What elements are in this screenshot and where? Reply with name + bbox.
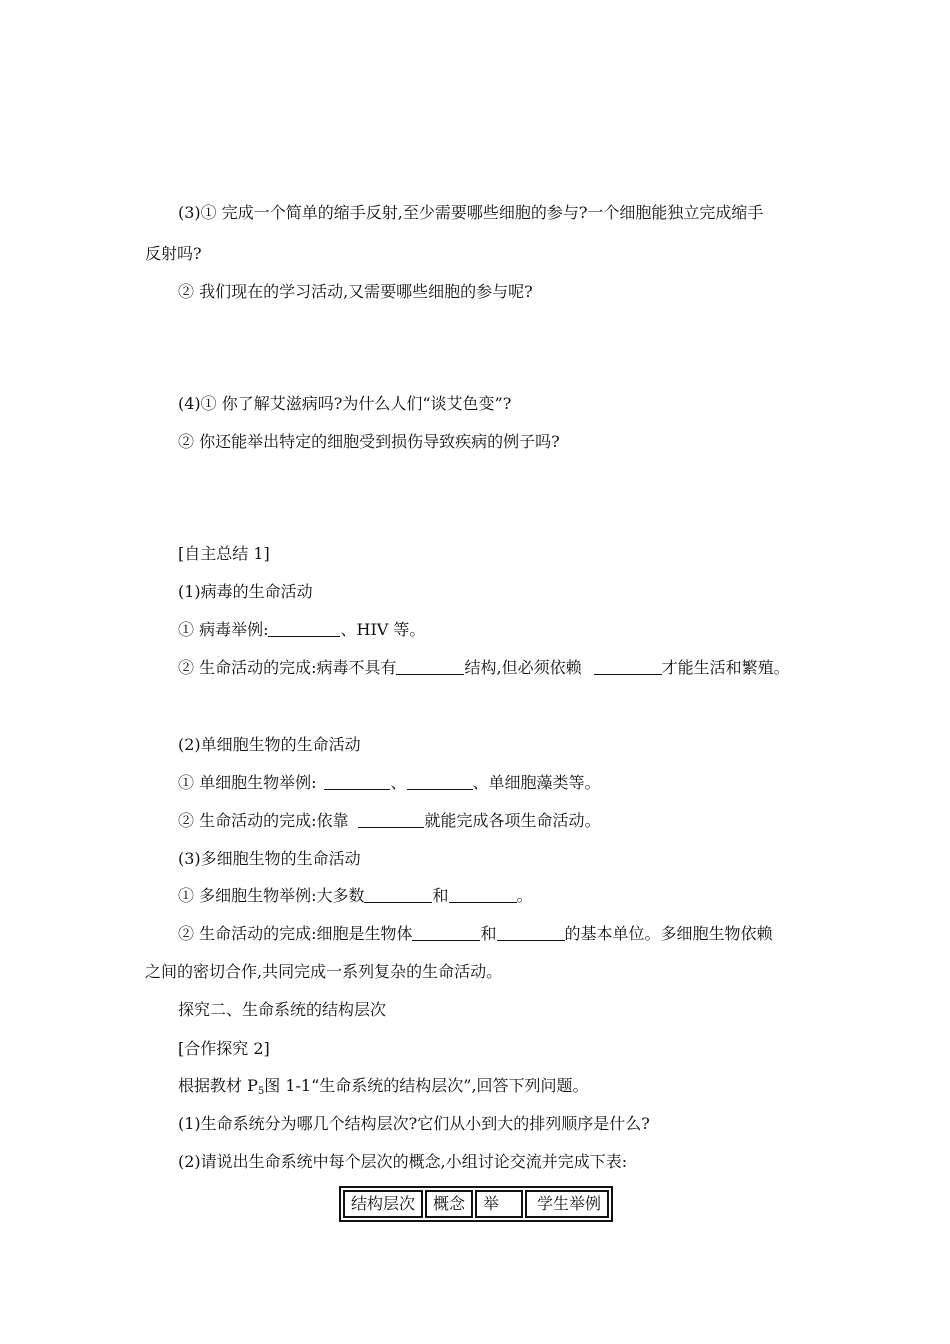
virus-life-text: ② 生命活动的完成:病毒不具有 — [178, 658, 397, 677]
table-header-cell: 概念 — [425, 1190, 473, 1218]
virus-life-line — [178, 658, 790, 678]
inquiry2-intro — [178, 1076, 589, 1102]
multicellular-example-text: ① 多细胞生物举例:大多数 — [178, 886, 365, 905]
table-header-cell: 结构层次 — [343, 1190, 423, 1218]
fill-blank[interactable] — [396, 658, 464, 675]
multicellular-example-line — [178, 886, 533, 906]
virus-example-line — [178, 620, 425, 640]
intro-text: 根据教材 P — [178, 1076, 258, 1095]
fill-blank[interactable] — [497, 924, 565, 941]
fill-blank[interactable] — [358, 811, 424, 828]
table-header-row — [343, 1190, 609, 1218]
multicellular-life-text-end: 的基本单位。多细胞生物依赖 — [564, 924, 773, 943]
section-title: 探究二、生命系统的结构层次 — [178, 1000, 387, 1019]
q4-line1: (4)① 你了解艾滋病吗?为什么人们“谈艾色变”? — [178, 394, 512, 413]
structure-levels-table — [339, 1186, 613, 1222]
q4-line2: ② 你还能举出特定的细胞受到损伤导致疾病的例子吗? — [178, 432, 560, 451]
page-subscript: 5 — [257, 1086, 265, 1097]
fill-blank[interactable] — [412, 924, 480, 941]
multicellular-example-end: 。 — [516, 886, 533, 905]
fill-blank[interactable] — [324, 773, 390, 790]
fill-blank[interactable] — [449, 886, 517, 903]
multicellular-life-text: ② 生命活动的完成:细胞是生物体 — [178, 924, 413, 943]
q3-line3: ② 我们现在的学习活动,又需要哪些细胞的参与呢? — [178, 282, 533, 301]
multicellular-life-line — [178, 924, 773, 944]
virus-life-text-mid: 结构,但必须依赖 — [464, 658, 582, 677]
multicellular-title: (3)多细胞生物的生命活动 — [178, 849, 361, 868]
fill-blank[interactable] — [594, 658, 662, 675]
virus-example-text-end: 、HIV 等。 — [340, 620, 426, 639]
inquiry2-q1: (1)生命系统分为哪几个结构层次?它们从小到大的排列顺序是什么? — [178, 1114, 650, 1133]
unicellular-example-line — [178, 773, 601, 793]
unicellular-life-line — [178, 811, 601, 831]
virus-example-text: ① 病毒举例: — [178, 620, 269, 639]
intro-text-end: 图 1-1“生命系统的结构层次”,回答下列问题。 — [264, 1076, 589, 1095]
multicellular-life-and: 和 — [480, 924, 497, 943]
virus-title: (1)病毒的生命活动 — [178, 582, 313, 601]
unicellular-example-text-end: 、单细胞藻类等。 — [472, 773, 601, 792]
fill-blank[interactable] — [268, 620, 340, 637]
fill-blank[interactable] — [407, 773, 473, 790]
table-header-cell: 举 — [475, 1190, 523, 1218]
inquiry2-heading: [合作探究 2] — [178, 1039, 270, 1058]
unicellular-life-text-end: 就能完成各项生命活动。 — [424, 811, 601, 830]
table-header-cell: 学生举例 — [525, 1190, 609, 1218]
q3-line2: 反射吗? — [145, 244, 202, 263]
unicellular-example-text: ① 单细胞生物举例: — [178, 773, 317, 792]
virus-life-text-end: 才能生活和繁殖。 — [661, 658, 790, 677]
fill-blank[interactable] — [364, 886, 432, 903]
multicellular-life-line2: 之间的密切合作,共同完成一系列复杂的生命活动。 — [145, 962, 503, 981]
inquiry2-q2: (2)请说出生命系统中每个层次的概念,小组讨论交流并完成下表: — [178, 1152, 628, 1171]
unicellular-life-text: ② 生命活动的完成:依靠 — [178, 811, 349, 830]
unicellular-title: (2)单细胞生物的生命活动 — [178, 735, 361, 754]
multicellular-example-and: 和 — [432, 886, 449, 905]
summary1-heading: [自主总结 1] — [178, 544, 270, 563]
unicellular-example-sep: 、 — [390, 773, 407, 792]
q3-line1: (3)① 完成一个简单的缩手反射,至少需要哪些细胞的参与?一个细胞能独立完成缩手 — [178, 203, 764, 222]
